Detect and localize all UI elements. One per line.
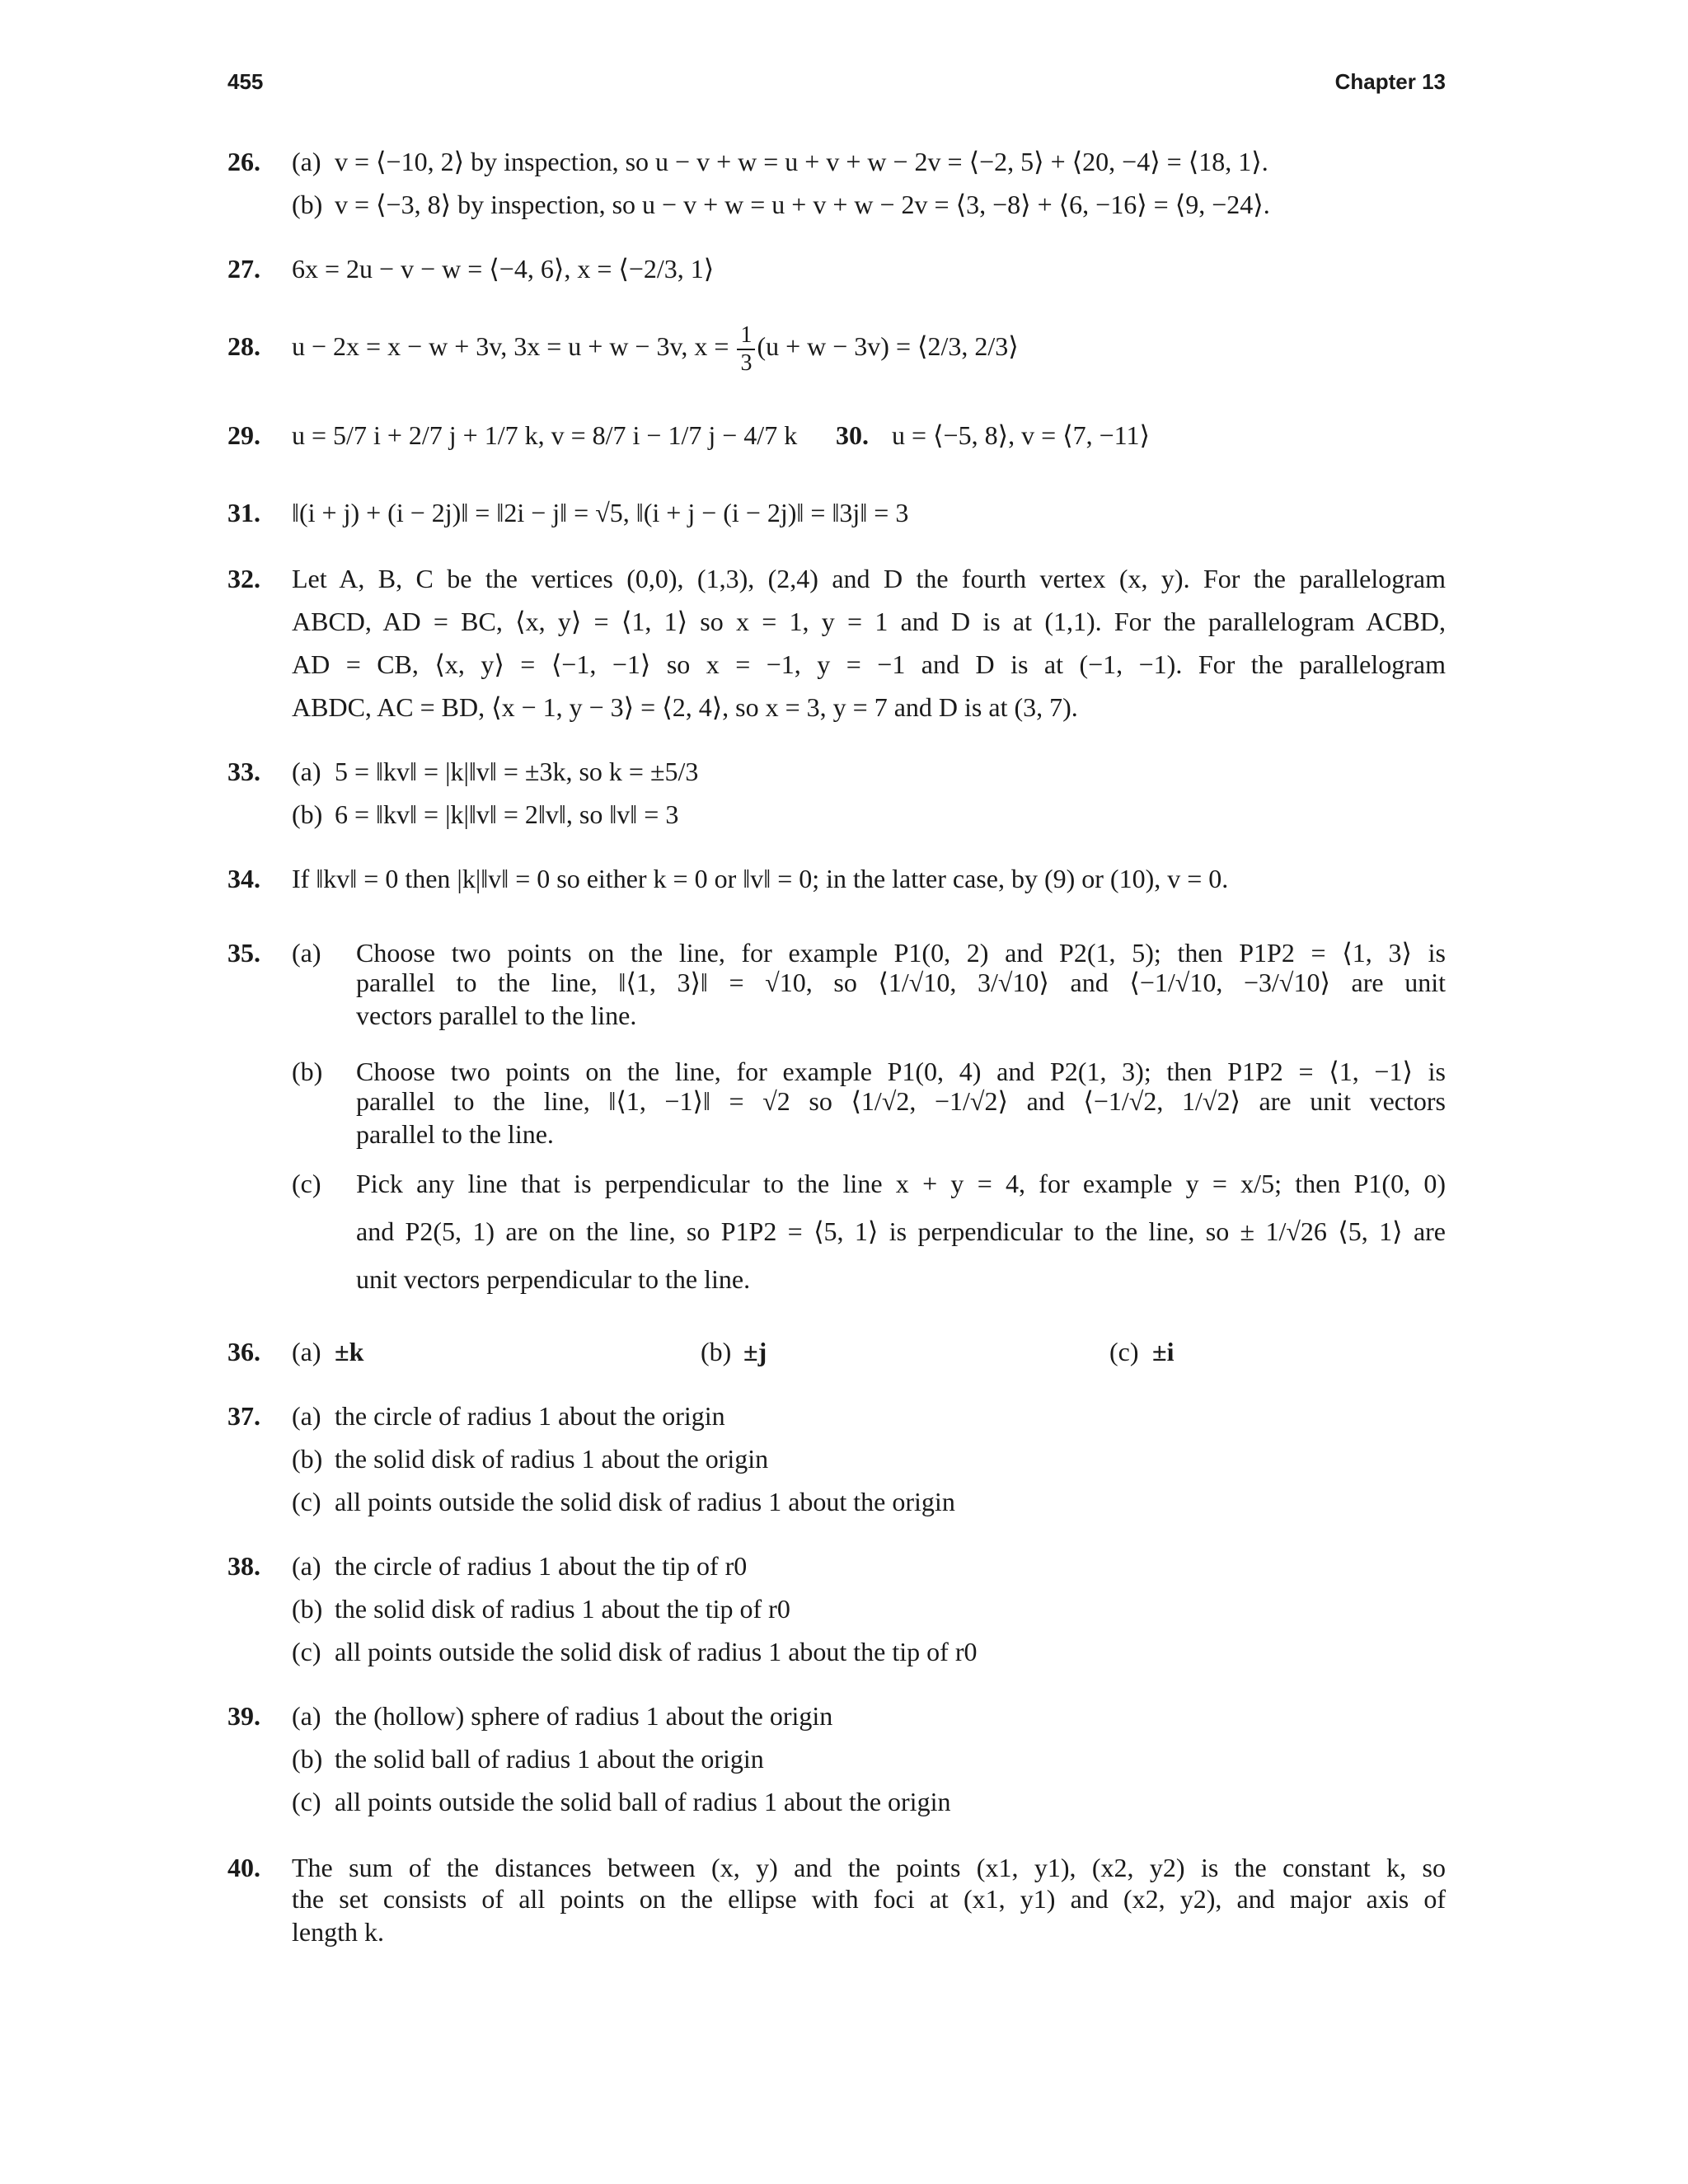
part-a: Choose two points on the line, for example P1(0, 2) and P2(1, 5); then P1P2 = ⟨1, 3⟩ is parallel to the line, ‖⟨1, 3⟩‖ = √10, so ⟨1/√10, 3/√10⟩ and ⟨−1/√10, −3/√10⟩ are unit vectors parallel to the line. (356, 938, 1446, 1030)
problem-text: 6x = 2u − v − w = ⟨−4, 6⟩, x = ⟨−2/3, 1⟩ (292, 254, 715, 284)
problem-number: 35. (227, 938, 260, 968)
part-b: (b) the solid disk of radius 1 about the tip of r0 (292, 1594, 790, 1624)
problem-number: 34. (227, 864, 260, 893)
text-line: The sum of the distances between (x, y) and the points (x1, y1), (x2, y2) is the constant k, so (292, 1853, 1446, 1882)
text-line: ABDC, AC = BD, ⟨x − 1, y − 3⟩ = ⟨2, 4⟩, so x = 3, y = 7 and D is at (3, 7). (292, 692, 1078, 722)
part-a: (a) the circle of radius 1 about the origin (292, 1401, 725, 1431)
problem-number: 28. (227, 331, 260, 361)
problem-number: 31. (227, 498, 260, 527)
problem-number: 30. (836, 420, 869, 450)
problem-number: 26. (227, 147, 260, 176)
problem-text: ‖(i + j) + (i − 2j)‖ = ‖2i − j‖ = √5, ‖(i + j − (i − 2j)‖ = ‖3j‖ = 3 (292, 498, 909, 527)
problem-number: 27. (227, 254, 260, 284)
problem-33 (227, 750, 1446, 836)
part-label-c: (c) (292, 1169, 321, 1198)
problem-37 (227, 1394, 1446, 1523)
part-c: Pick any line that is perpendicular to the line x + y = 4, for example y = x/5; then P1(0, 0) and P2(5, 1) are on the line, so P1P2 = ⟨5, 1⟩ is perpendicular to the line, so ± 1/√26 ⟨5, 1⟩ are unit vectors perpendicular to the line. (356, 1169, 1446, 1294)
part-label-a: (a) (292, 938, 321, 968)
problem-39 (227, 1694, 1446, 1823)
text-line: the set consists of all points on the ellipse with foci at (x1, y1) and (x2, y2), and major axis of (292, 1884, 1446, 1914)
problem-number: 36. (227, 1337, 260, 1366)
problem-26 (227, 140, 1446, 226)
problem-number: 37. (227, 1401, 260, 1431)
problem-29 (227, 402, 1446, 468)
part-a: (a) 5 = ‖kv‖ = |k|‖v‖ = ±3k, so k = ±5/3 (292, 757, 699, 786)
part-b: (b) ±j (701, 1337, 767, 1366)
problem-number: 39. (227, 1701, 260, 1731)
problem-text: u = 5/7 i + 2/7 j + 1/7 k, v = 8/7 i − 1/7 j − 4/7 k (292, 420, 798, 450)
part-c: (c) all points outside the solid disk of radius 1 about the tip of r0 (292, 1637, 978, 1666)
problem-number: 38. (227, 1551, 260, 1581)
part-a: (a) the circle of radius 1 about the tip of r0 (292, 1551, 748, 1581)
problem-number: 33. (227, 757, 260, 786)
problem-28 (227, 313, 1446, 379)
problem-text: u = ⟨−5, 8⟩, v = ⟨7, −11⟩ (892, 420, 1150, 450)
problem-31 (227, 491, 1446, 534)
problem-30 (836, 402, 1150, 468)
part-c: (c) ±i (1109, 1337, 1175, 1366)
part-b: (b) v = ⟨−3, 8⟩ by inspection, so u − v + w = u + v + w − 2v = ⟨3, −8⟩ + ⟨6, −16⟩ = ⟨9, −24⟩. (292, 190, 1270, 219)
page-header (227, 69, 1446, 105)
problem-number: 40. (227, 1853, 260, 1882)
problem-text: If ‖kv‖ = 0 then |k|‖v‖ = 0 so either k = 0 or ‖v‖ = 0; in the latter case, by (9) or (10), v = 0. (292, 864, 1229, 893)
problem-32 (227, 557, 1446, 729)
text-line: ABCD, AD = BC, ⟨x, y⟩ = ⟨1, 1⟩ so x = 1, y = 1 and D is at (1,1). For the parallelogram ACBD, (292, 607, 1446, 636)
text-line: Let A, B, C be the vertices (0,0), (1,3), (2,4) and D the fourth vertex (x, y). For the parallelogram (292, 564, 1446, 593)
part-b: Choose two points on the line, for example P1(0, 4) and P2(1, 3); then P1P2 = ⟨1, −1⟩ is parallel to the line, ‖⟨1, −1⟩‖ = √2 so ⟨1/√2, −1/√2⟩ and ⟨−1/√2, 1/√2⟩ are unit vectors parallel to the line. (356, 1057, 1446, 1149)
problem-27 (227, 247, 1446, 290)
text-line: AD = CB, ⟨x, y⟩ = ⟨−1, −1⟩ so x = −1, y = −1 and D is at (−1, −1). For the parallelogram (292, 649, 1446, 679)
problem-35 (227, 931, 1446, 1302)
part-label-b: (b) (292, 1057, 323, 1086)
problem-34 (227, 857, 1446, 900)
page-number: 455 (227, 69, 264, 94)
problem-number: 29. (227, 420, 260, 450)
part-b: (b) the solid ball of radius 1 about the origin (292, 1744, 764, 1774)
part-c: (c) all points outside the solid ball of radius 1 about the origin (292, 1787, 951, 1816)
part-b: (b) the solid disk of radius 1 about the origin (292, 1444, 769, 1474)
fraction: $\frac{1}{3}$ (737, 324, 755, 375)
part-c: (c) all points outside the solid disk of radius 1 about the origin (292, 1487, 955, 1516)
problem-40 (227, 1846, 1446, 1955)
problem-38 (227, 1544, 1446, 1673)
part-a: (a) v = ⟨−10, 2⟩ by inspection, so u − v + w = u + v + w − 2v = ⟨−2, 5⟩ + ⟨20, −4⟩ = ⟨18, 1⟩. (292, 147, 1268, 176)
problem-number: 32. (227, 564, 260, 593)
chapter-label: Chapter 13 (1334, 69, 1446, 94)
part-a: (a) the (hollow) sphere of radius 1 about the origin (292, 1701, 833, 1731)
text-line: length k. (292, 1917, 384, 1947)
problem-text: u − 2x = x − w + 3v, 3x = u + w − 3v, x = $\frac{1}{3}$ (u + w − 3v) = ⟨2/3, 2/3⟩ (292, 321, 1019, 376)
part-a: (a) ±k (292, 1337, 364, 1366)
problem-36 (227, 1330, 1446, 1373)
part-b: (b) 6 = ‖kv‖ = |k|‖v‖ = 2‖v‖, so ‖v‖ = 3 (292, 799, 679, 829)
